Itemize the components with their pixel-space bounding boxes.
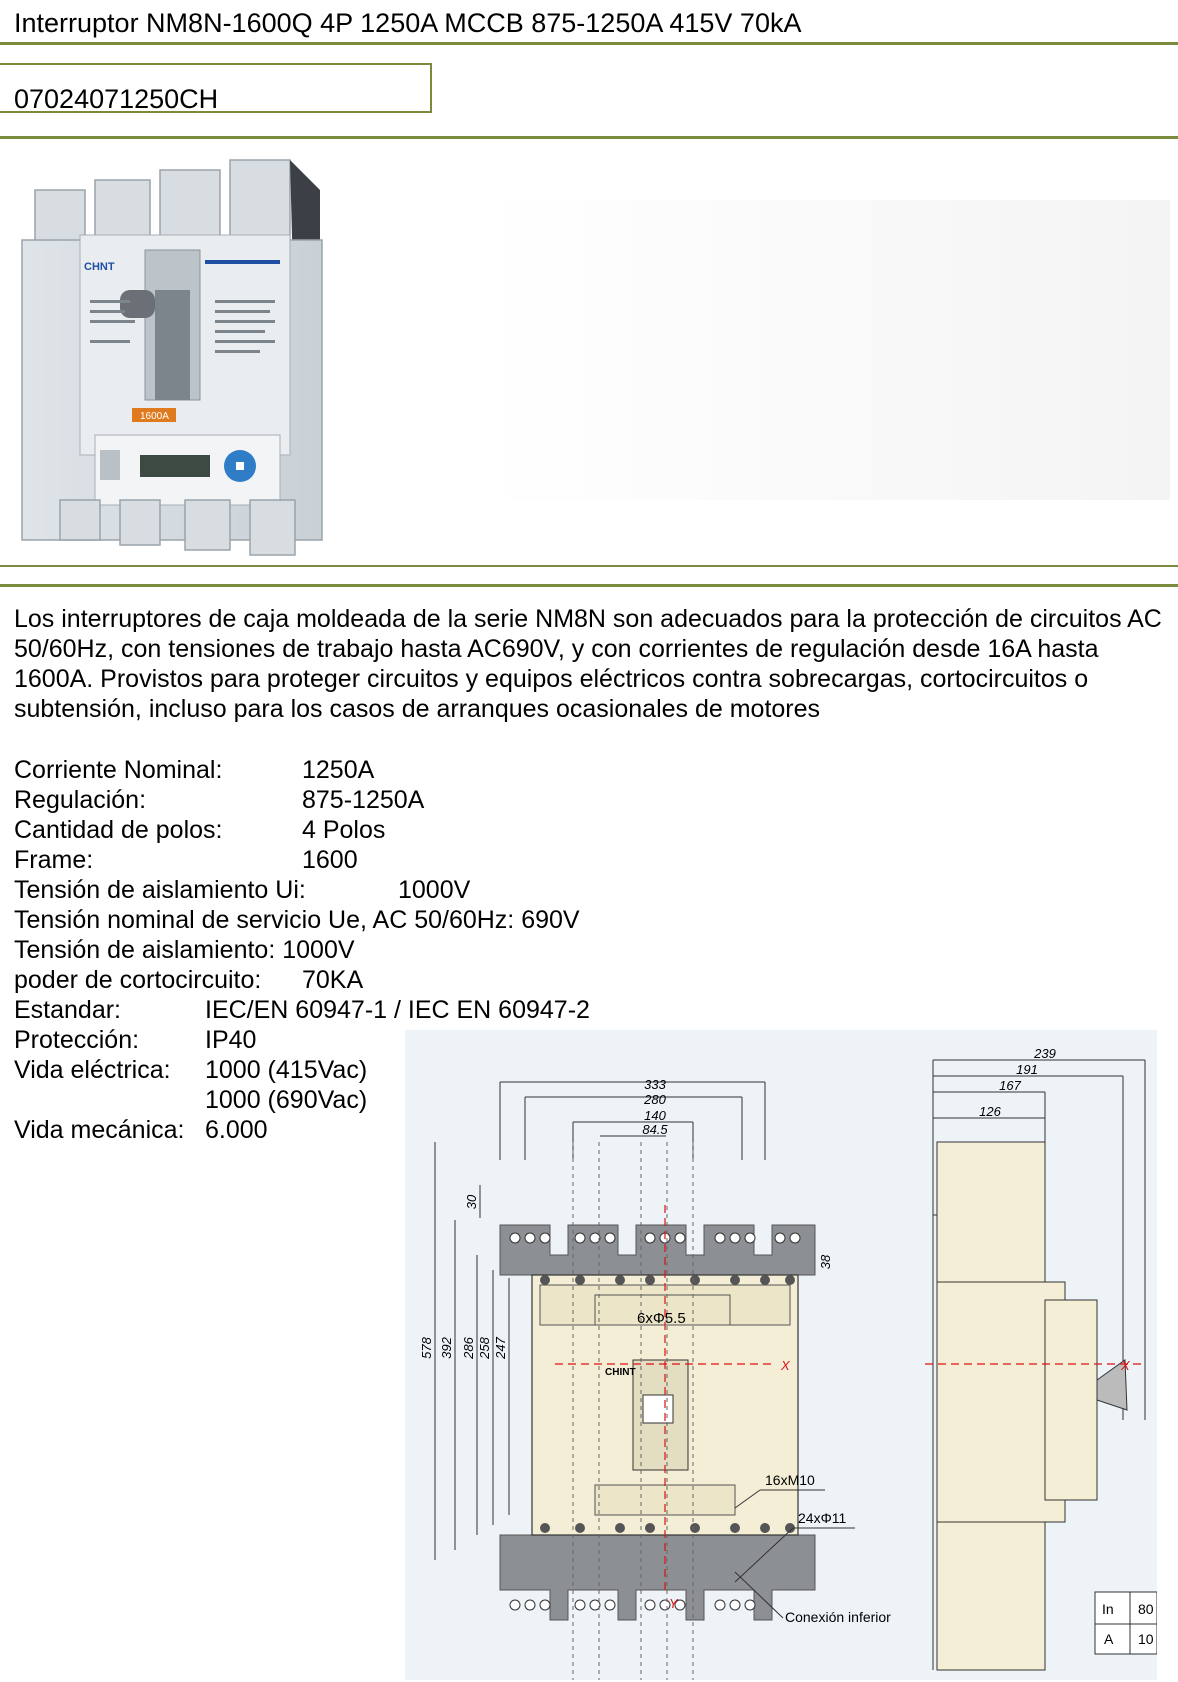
table-value: 10 — [1138, 1631, 1154, 1647]
side-dim-label: 167 — [999, 1078, 1021, 1093]
spec-value: 4 Polos — [302, 816, 386, 844]
callout-holes-top: 6xΦ5.5 — [637, 1310, 686, 1327]
spec-label: Tensión nominal de servicio Ue, AC 50/60Hz: — [14, 906, 515, 934]
spec-label: Tensión de aislamiento Ui: — [14, 876, 306, 904]
table-label: A — [1104, 1631, 1114, 1647]
spec-value: 875-1250A — [302, 786, 425, 814]
side-dim-label: 126 — [979, 1104, 1001, 1119]
spec-row — [14, 936, 355, 965]
dim-label: 333 — [644, 1077, 666, 1092]
dim-label: 247 — [493, 1337, 508, 1359]
divider — [0, 584, 1178, 587]
spec-value: 1250A — [302, 756, 375, 784]
dim-label: 280 — [644, 1092, 666, 1107]
spec-label: Cantidad de polos: — [14, 816, 223, 844]
callout-bolts: 16xM10 — [765, 1472, 815, 1488]
spec-label: Protección: — [14, 1026, 140, 1054]
dim-label: 30 — [464, 1194, 479, 1210]
spec-value: IEC/EN 60947-1 / IEC EN 60947-2 — [205, 996, 590, 1024]
dim-label: 286 — [461, 1337, 476, 1359]
side-axis-x-label: X — [1121, 1358, 1130, 1373]
spec-value: 1000V — [282, 936, 355, 964]
spec-value: 6.000 — [205, 1116, 268, 1144]
spec-row — [14, 786, 425, 815]
divider — [0, 136, 1178, 139]
spec-row — [14, 876, 471, 905]
spec-value: 1600 — [302, 846, 358, 874]
spec-value: 1000 (415Vac) — [205, 1056, 368, 1084]
table-value: 80 — [1138, 1601, 1154, 1617]
divider — [0, 42, 1178, 45]
product-description: Los interruptores de caja moldeada de la serie NM8N son adecuados para la protección de circuitos AC 50/60Hz, con tensiones de trabajo hasta AC690V, y con corrientes de regulación desde 16A hasta 1600A. Provistos para proteger circuitos y equipos eléctricos contra sobrecargas, cortocircuitos o subtensión, incluso para los casos de arranques ocasionales de motores — [14, 605, 1162, 723]
spec-row — [14, 996, 590, 1025]
sku-code: 07024071250CH — [14, 84, 219, 114]
dim-label: 578 — [419, 1337, 434, 1359]
product-photo-area — [0, 140, 1178, 565]
svg-text:CHNT: CHNT — [84, 261, 115, 273]
product-photo — [0, 140, 1178, 565]
product-title: Interruptor NM8N-1600Q 4P 1250A MCCB 875-1250A 415V 70kA — [14, 8, 802, 38]
dim-label: 38 — [818, 1254, 833, 1270]
spec-label: Vida mecánica: — [14, 1116, 185, 1144]
spec-label: poder de cortocircuito: — [14, 966, 262, 994]
table-label: In — [1102, 1601, 1114, 1617]
spec-row — [14, 846, 358, 875]
spec-row — [14, 816, 386, 845]
spec-value: 70KA — [302, 966, 364, 994]
dim-label: 258 — [477, 1337, 492, 1359]
side-dim-label: 239 — [1034, 1046, 1056, 1061]
axis-x-label: X — [781, 1358, 790, 1373]
callout-holes-bottom: 24xΦ11 — [798, 1510, 847, 1526]
axis-y-label: Y — [669, 1596, 678, 1611]
spec-row — [14, 966, 364, 995]
spec-row — [14, 1056, 368, 1085]
spec-label: Vida eléctrica: — [14, 1056, 171, 1084]
dim-label: 140 — [644, 1108, 666, 1123]
dimension-drawing — [405, 1030, 1157, 1680]
spec-label: Frame: — [14, 846, 94, 874]
spec-value: 690V — [521, 906, 580, 934]
brand-label — [84, 261, 115, 273]
spec-row — [14, 1116, 268, 1145]
spec-value: IP40 — [205, 1026, 257, 1054]
dim-label: 84.5 — [642, 1122, 668, 1137]
spec-label: Tensión de aislamiento: — [14, 936, 276, 964]
spec-row — [14, 906, 580, 935]
spec-label: Corriente Nominal: — [14, 756, 223, 784]
spec-label: Regulación: — [14, 786, 147, 814]
svg-text:1600A: 1600A — [140, 411, 169, 422]
spec-value: 1000V — [398, 876, 471, 904]
divider — [0, 565, 1178, 567]
rating-label — [140, 411, 169, 422]
drawing-brand: CHINT — [605, 1367, 636, 1378]
spec-row — [14, 1026, 257, 1055]
dimension-drawing-svg — [405, 1030, 1157, 1680]
dim-label: 392 — [439, 1337, 454, 1359]
callout-bottom-connection: Conexión inferior — [785, 1609, 891, 1625]
spec-label: Estandar: — [14, 996, 122, 1024]
spec-value: 1000 (690Vac) — [205, 1086, 368, 1114]
side-dim-label: 191 — [1016, 1062, 1038, 1077]
spec-row — [14, 756, 375, 785]
